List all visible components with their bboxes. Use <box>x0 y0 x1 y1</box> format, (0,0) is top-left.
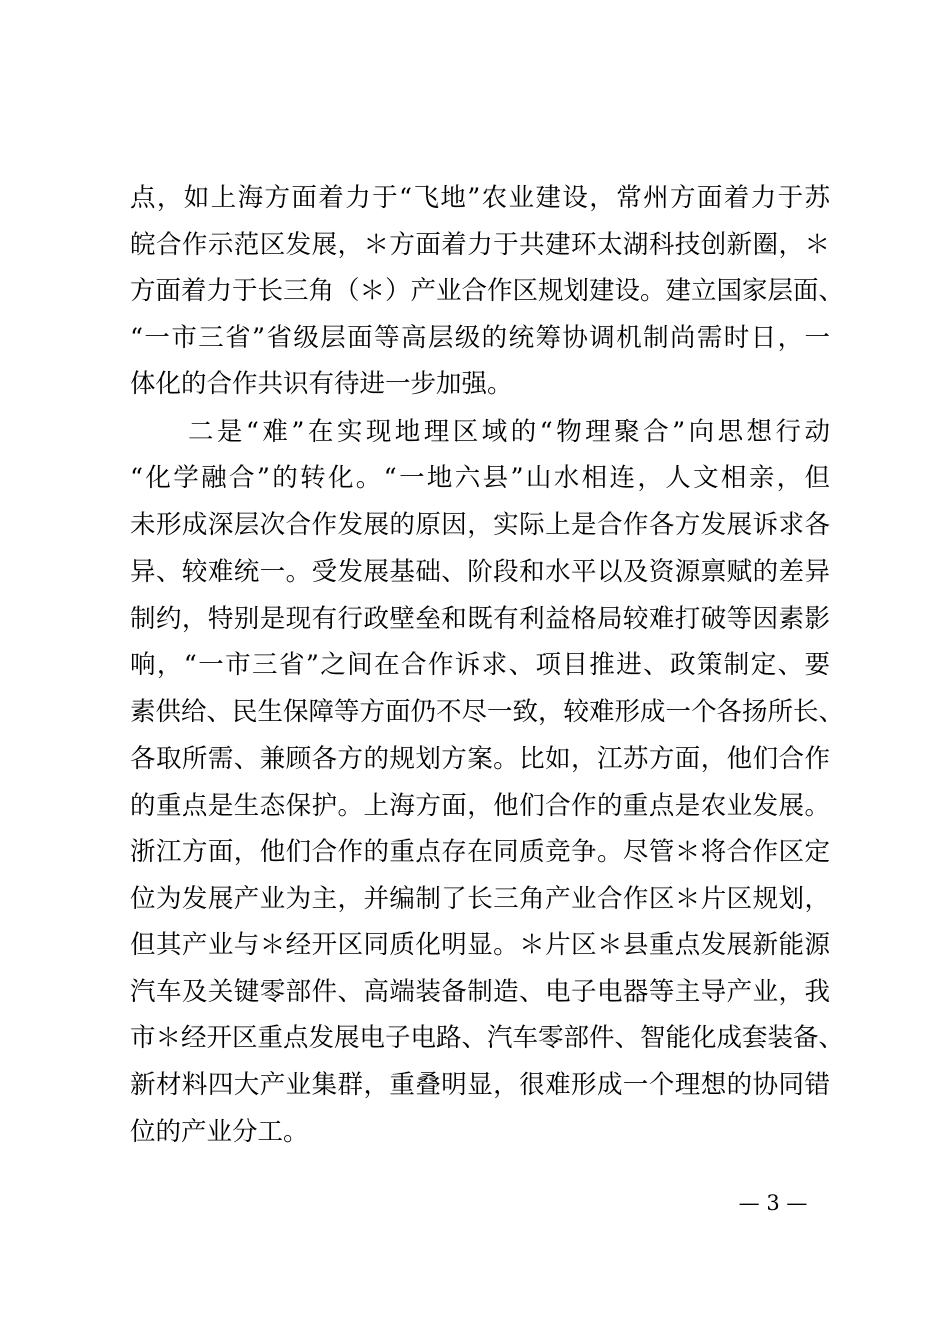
text-line: 方面着力于长三角（＊）产业合作区规划建设。建立国家层面、 <box>130 276 845 306</box>
text-line: “一市三省”省级层面等高层级的统筹协调机制尚需时日，一 <box>130 323 830 353</box>
text-line: 响，“一市三省”之间在合作诉求、项目推进、政策制定、要 <box>130 650 830 680</box>
text-line: 汽车及关键零部件、高端装备制造、电子电器等主导产业，我 <box>130 977 830 1007</box>
text-line: 但其产业与＊经开区同质化明显。＊片区＊县重点发展新能源 <box>130 930 830 960</box>
text-line: 浙江方面，他们合作的重点存在同质竞争。尽管＊将合作区定 <box>130 837 830 867</box>
text-line: 新材料四大产业集群，重叠明显，很难形成一个理想的协同错 <box>130 1070 830 1100</box>
text-line: 未形成深层次合作发展的原因，实际上是合作各方发展诉求各 <box>130 510 830 540</box>
page-number: — 3 — <box>738 1191 808 1215</box>
text-line: 体化的合作共识有待进一步加强。 <box>130 369 513 399</box>
text-line: 皖合作示范区发展，＊方面着力于共建环太湖科技创新圈，＊ <box>130 230 830 260</box>
text-line: 市＊经开区重点发展电子电路、汽车零部件、智能化成套装备、 <box>130 1023 845 1053</box>
text-line: 异、较难统一。受发展基础、阶段和水平以及资源禀赋的差异 <box>130 557 830 587</box>
text-line: 点，如上海方面着力于“飞地”农业建设，常州方面着力于苏 <box>130 183 830 213</box>
text-line: 各取所需、兼顾各方的规划方案。比如，江苏方面，他们合作 <box>130 744 830 774</box>
text-line: 位的产业分工。 <box>130 1117 309 1147</box>
paragraph-start-line: 二是“难”在实现地理区域的“物理聚合”向思想行动 <box>130 417 830 447</box>
text-line: 制约，特别是现有行政壁垒和既有利益格局较难打破等因素影 <box>130 604 830 634</box>
text-line: “化学融合”的转化。“一地六县”山水相连，人文相亲，但 <box>130 463 830 493</box>
text-line: 素供给、民生保障等方面仍不尽一致，较难形成一个各扬所长、 <box>130 697 845 727</box>
text-line: 位为发展产业为主，并编制了长三角产业合作区＊片区规划， <box>130 884 830 914</box>
text-line: 的重点是生态保护。上海方面，他们合作的重点是农业发展。 <box>130 791 830 821</box>
